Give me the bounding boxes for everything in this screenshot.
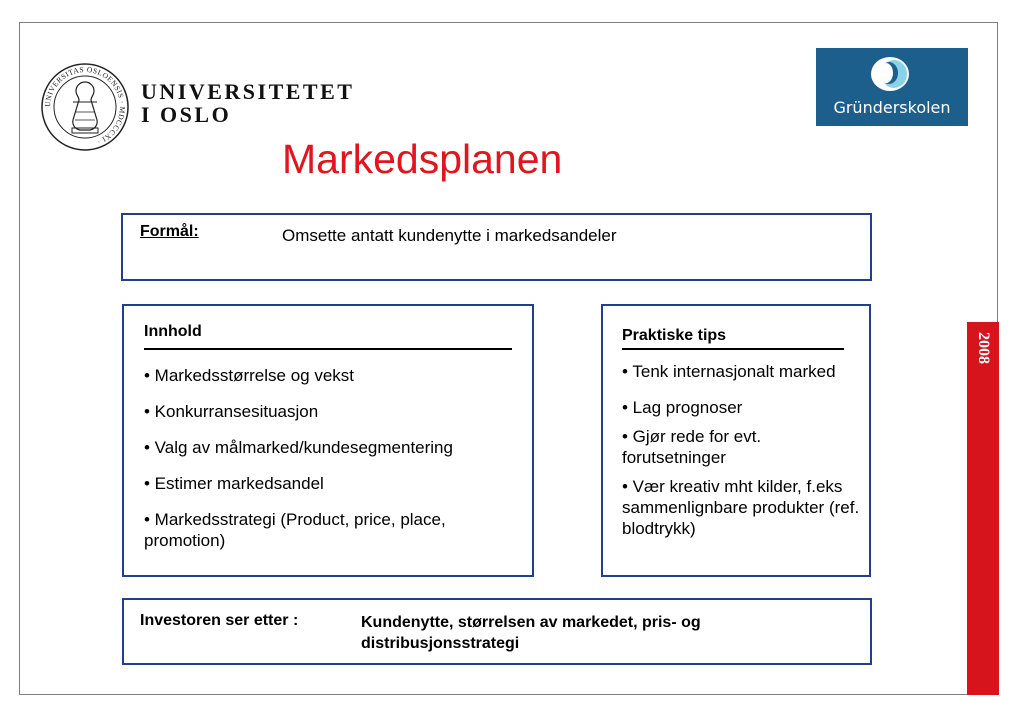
content-list [144, 365, 524, 551]
page-title: Markedsplanen [282, 136, 563, 182]
tips-list-item: • Tenk internasjonalt marked [622, 362, 836, 381]
tips-list [622, 361, 864, 539]
tips-list-item: • Vær kreativ mht kilder, f.eks sammenlignbare produkter (ref. blodtrykk) [622, 477, 860, 538]
grunderskolen-logo-icon [863, 54, 921, 94]
content-list-item: • Valg av målmarked/kundesegmentering [144, 438, 453, 457]
purpose-text: Omsette antatt kundenytte i markedsandeler [282, 226, 617, 245]
content-list-item: • Estimer markedsandel [144, 474, 324, 493]
investor-box [122, 598, 872, 665]
content-heading: Innhold [144, 323, 202, 340]
university-name-line2: I OSLO [141, 102, 232, 127]
tips-heading-rule [622, 348, 844, 350]
tips-list-item: • Lag prognoser [622, 398, 743, 417]
purpose-label: Formål: [140, 223, 199, 240]
university-name [141, 80, 354, 126]
investor-text: Kundenytte, størrelsen av markedet, pris- og distribusjonsstrategi [361, 614, 701, 652]
university-name-line1: UNIVERSITETET [141, 79, 355, 104]
content-list-item: • Markedsstrategi (Product, price, place, promotion) [144, 510, 446, 550]
tips-list-item: • Gjør rede for evt. forutsetninger [622, 427, 762, 467]
year-label [967, 322, 999, 382]
svg-text:UNIVERSITAS OSLOENSIS · MDCCCX: UNIVERSITAS OSLOENSIS · MDCCCXI · [42, 64, 128, 147]
content-heading-rule [144, 348, 512, 350]
university-seal-icon [40, 62, 130, 152]
content-list-item: • Konkurransesituasjon [144, 402, 319, 421]
content-box [122, 304, 534, 577]
grunderskolen-logo [816, 48, 968, 126]
tips-heading: Praktiske tips [622, 327, 727, 344]
content-list-item: • Markedsstørrelse og vekst [144, 366, 355, 385]
tips-box [601, 304, 871, 577]
investor-label: Investoren ser etter : [140, 612, 299, 629]
year-text: 2008 [975, 332, 992, 364]
grunderskolen-logo-text: Gründerskolen [833, 98, 951, 117]
purpose-box [121, 213, 872, 281]
